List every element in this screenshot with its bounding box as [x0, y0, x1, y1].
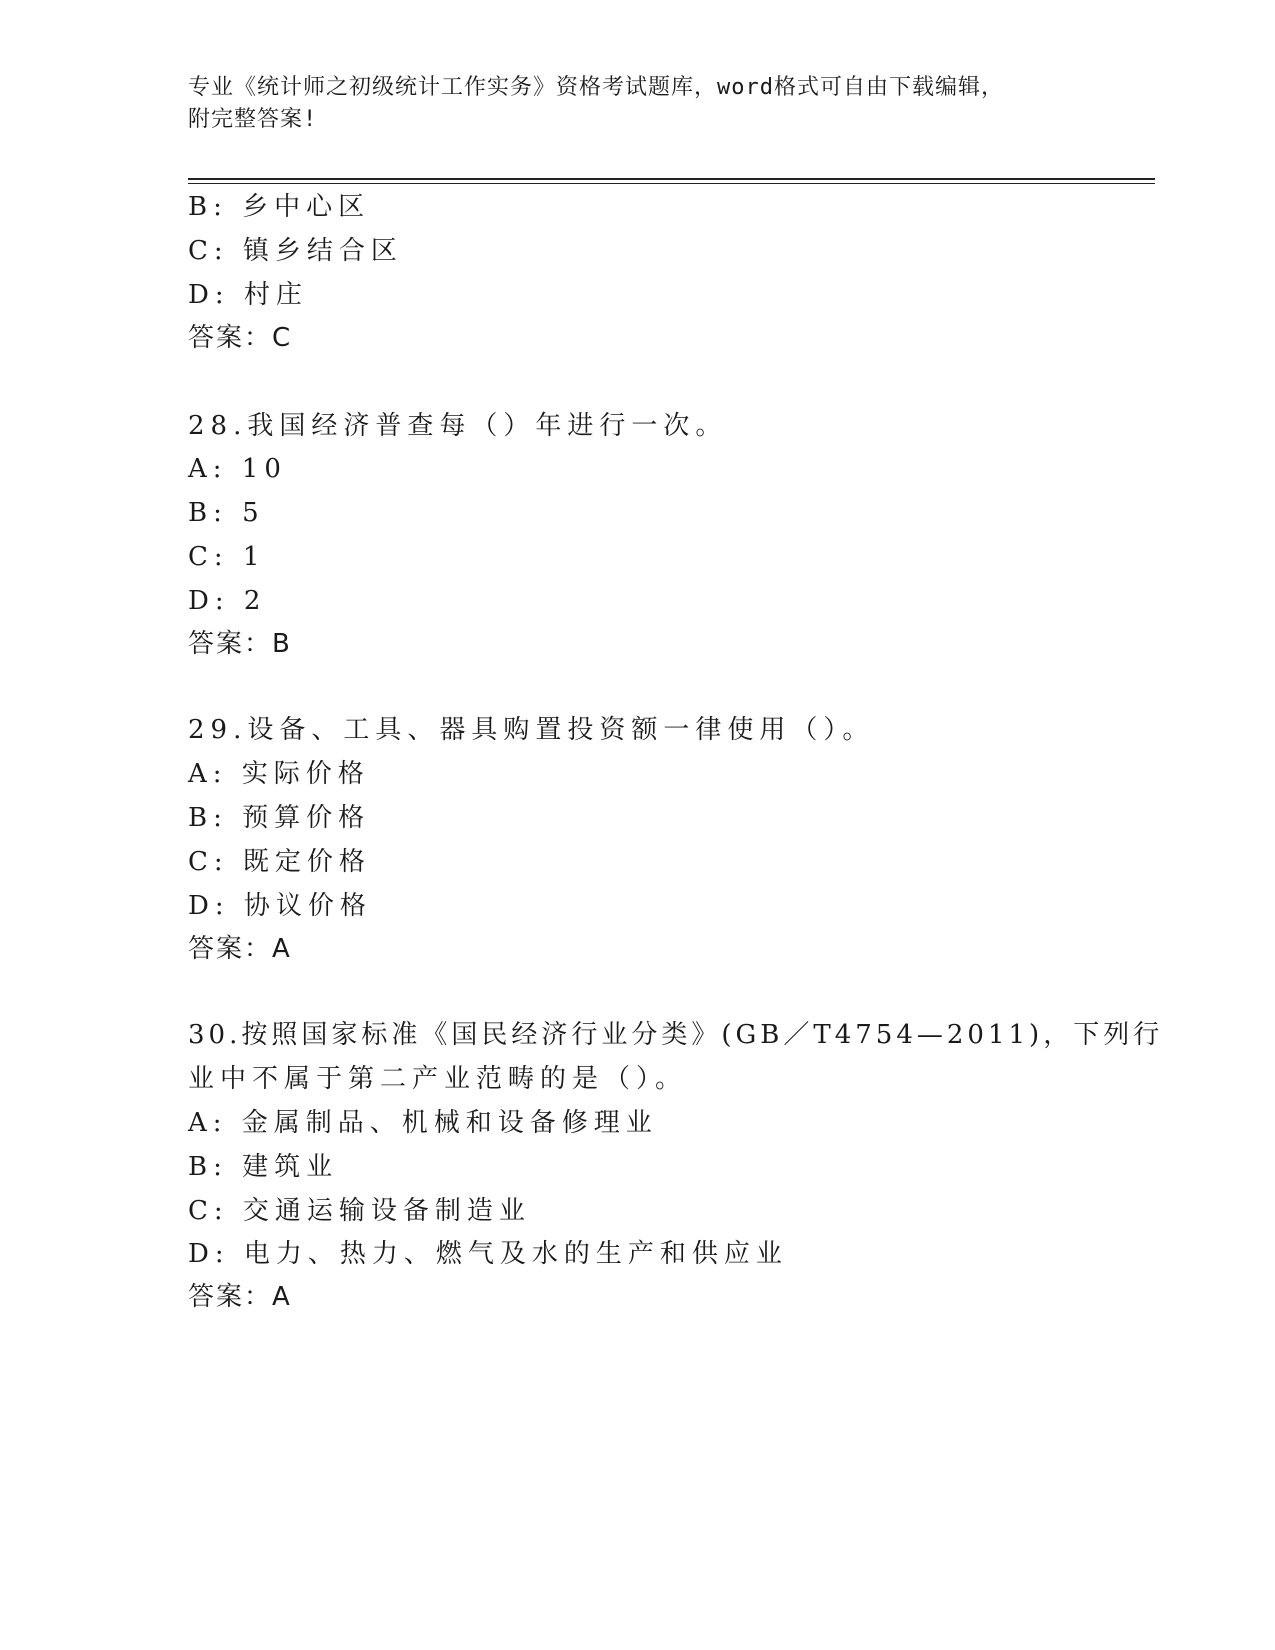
- q30-question-line-2: 业中不属于第二产业范畴的是（）。: [188, 1064, 688, 1094]
- document-header: [188, 72, 1088, 136]
- q29-option-a: A: 实际价格: [188, 759, 370, 789]
- q27-option-d: D: 村庄: [188, 280, 308, 310]
- q27-answer: 答案：C: [188, 323, 293, 353]
- header-rule-thick: [188, 178, 1155, 180]
- q29-option-b: B: 预算价格: [188, 803, 371, 833]
- q30-question-line-1: 30.按照国家标准《国民经济行业分类》(GB／T4754—2011)，下列行: [188, 1020, 1164, 1050]
- q29-option-d: D: 协议价格: [188, 891, 372, 921]
- q29-question: 29.设备、工具、器具购置投资额一律使用（）。: [188, 715, 875, 745]
- q30-option-c: C: 交通运输设备制造业: [188, 1196, 531, 1226]
- q27-option-c: C: 镇乡结合区: [188, 236, 403, 266]
- q28-option-c: C: 1: [188, 542, 266, 572]
- q28-option-a: A: 10: [188, 454, 287, 484]
- q28-option-b: B: 5: [188, 498, 265, 528]
- q28-question: 28.我国经济普查每（）年进行一次。: [188, 411, 728, 441]
- q30-answer: 答案：A: [188, 1282, 292, 1312]
- q30-option-a: A: 金属制品、机械和设备修理业: [188, 1108, 658, 1138]
- header-line-1: 专业《统计师之初级统计工作实务》资格考试题库，word格式可自由下载编辑，: [188, 75, 1004, 100]
- header-rule-thin: [188, 183, 1155, 184]
- q29-option-c: C: 既定价格: [188, 847, 371, 877]
- q28-option-d: D: 2: [188, 586, 267, 616]
- header-line-2: 附完整答案!: [188, 107, 318, 132]
- q28-answer: 答案：B: [188, 629, 292, 659]
- q27-option-b: B: 乡中心区: [188, 192, 371, 222]
- q29-answer: 答案：A: [188, 934, 292, 964]
- q30-option-b: B: 建筑业: [188, 1152, 339, 1182]
- q30-option-d: D: 电力、热力、燃气及水的生产和供应业: [188, 1239, 788, 1269]
